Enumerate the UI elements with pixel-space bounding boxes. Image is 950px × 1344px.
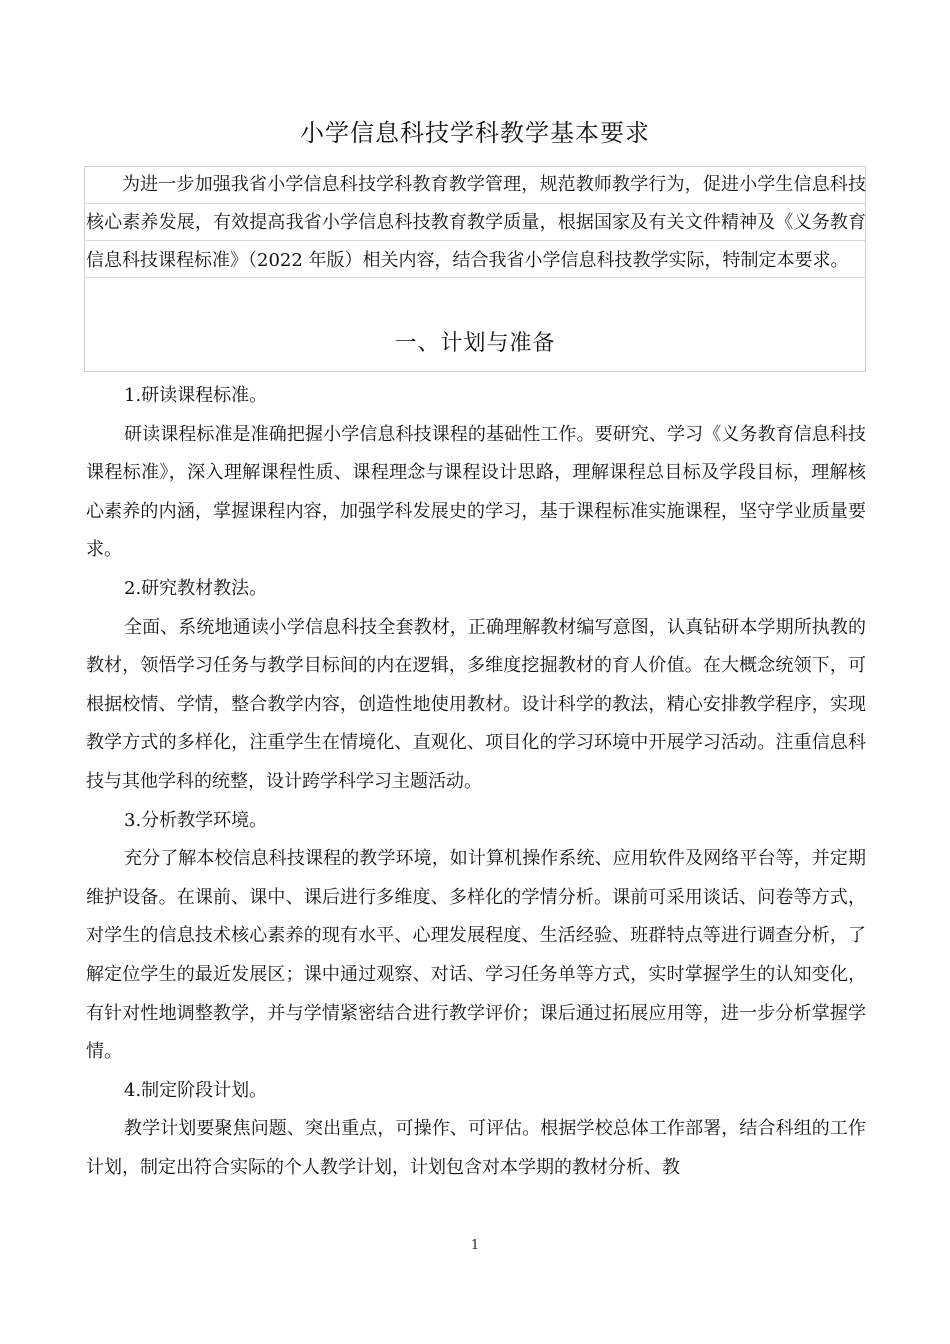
body-paragraph: 充分了解本校信息科技课程的教学环境，如计算机操作系统、应用软件及网络平台等，并定期维护设备。在课前、课中、课后进行多维度、多样化的学情分析。课前可采用谈话、问卷等方式，对学生的信息技术核心素养的现有水平、心理发展程度、生活经验、班群特点等进行调查分析，了解定位学生的最近发展区；课中通过观察、对话、学习任务单等方式，实时掌握学生的认知变化，有针对性地调整教学，并与学情紧密结合进行教学评价；课后通过拓展应用等，进一步分析掌握学情。 bbox=[86, 848, 866, 1063]
section-heading: 一、计划与准备 bbox=[394, 331, 556, 356]
subsection-heading: 3.分析教学环境。 bbox=[124, 809, 268, 831]
document-title: 小学信息科技学科教学基本要求 bbox=[300, 119, 650, 147]
subsection-heading: 4.制定阶段计划。 bbox=[124, 1079, 268, 1101]
body-paragraph: 研读课程标准是准确把握小学信息科技课程的基础性工作。要研究、学习《义务教育信息科技课程标准》，深入理解课程性质、课程理念与课程设计思路，理解课程总目标及学段目标，理解核心素养的内涵，掌握课程内容，加强学科发展史的学习，基于课程标准实施课程，坚守学业质量要求。 bbox=[86, 423, 866, 561]
intro-paragraph: 为进一步加强我省小学信息科技学科教育教学管理，规范教师教学行为，促进小学生信息科技核心素养发展，有效提高我省小学信息科技教育教学质量，根据国家及有关文件精神及《义务教育信息科技课程标准》（2022 年版）相关内容，结合我省小学信息科技教学实际，特制定本要求。 bbox=[86, 174, 866, 271]
subsection-heading: 2.研究教材教法。 bbox=[124, 577, 268, 599]
body-paragraph: 全面、系统地通读小学信息科技全套教材，正确理解教材编写意图，认真钻研本学期所执教的教材，领悟学习任务与教学目标间的内在逻辑，多维度挖掘教材的育人价值。在大概念统领下，可根据校情、学情，整合教学内容，创造性地使用教材。设计科学的教法，精心安排教学程序，实现教学方式的多样化，注重学生在情境化、直观化、项目化的学习环境中开展学习活动。注重信息科技与其他学科的统整，设计跨学科学习主题活动。 bbox=[86, 616, 866, 792]
body-paragraph: 教学计划要聚焦问题、突出重点，可操作、可评估。根据学校总体工作部署，结合科组的工作计划，制定出符合实际的个人教学计划，计划包含对本学期的教材分析、教 bbox=[86, 1118, 866, 1178]
page-number: 1 bbox=[470, 1238, 480, 1253]
subsection-heading: 1.研读课程标准。 bbox=[124, 385, 268, 406]
section-body bbox=[86, 377, 866, 1187]
